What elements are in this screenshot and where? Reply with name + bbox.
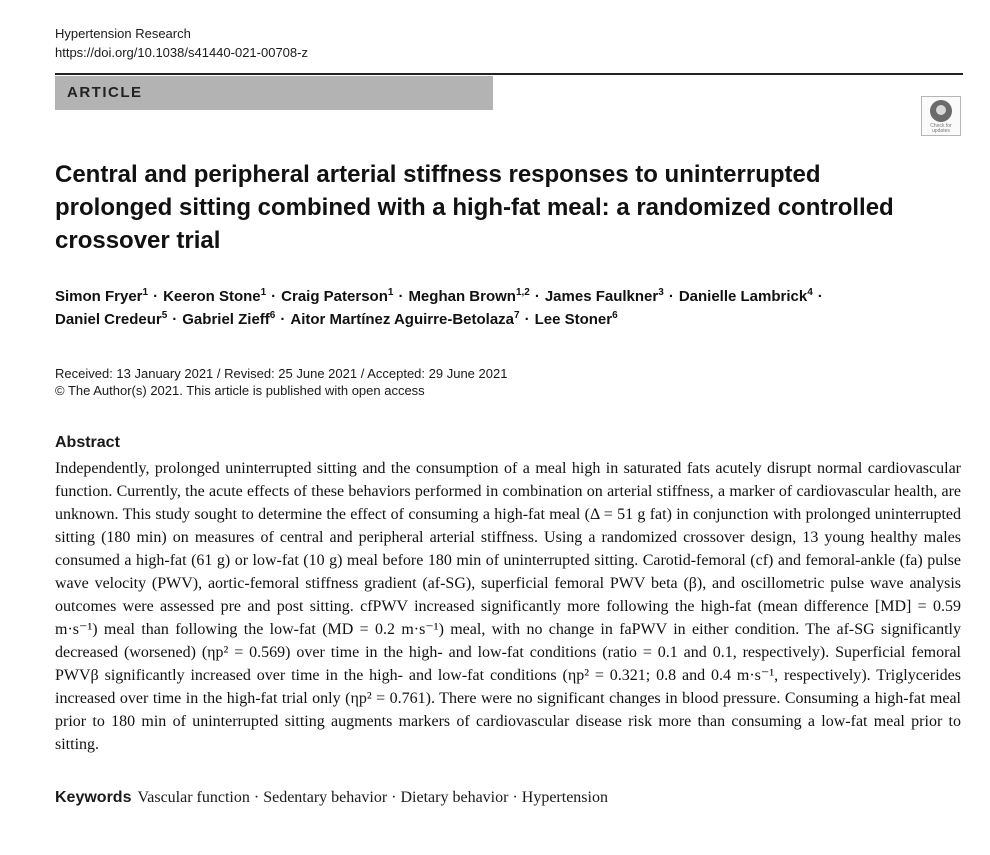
author-affiliation: 3 [658,287,664,298]
author-separator: · [172,311,178,328]
author-affiliation: 1 [260,287,267,298]
check-updates-icon [930,100,952,122]
header-rule [55,73,963,75]
abstract-heading: Abstract [55,434,120,451]
publication-dates: Received: 13 January 2021 / Revised: 25 June 2021 / Accepted: 29 June 2021 [55,366,508,381]
author-name[interactable]: Lee Stoner [534,311,613,328]
author-name[interactable]: James Faulkner [544,288,659,305]
author-separator: · [668,288,674,305]
author-separator: · [524,311,530,328]
author-list-line-2 [55,309,960,331]
keywords-list: Vascular function · Sedentary behavior · Dietary behavior · Hypertension [137,789,608,806]
author-separator: · [271,288,277,305]
author-name[interactable]: Meghan Brown [408,288,516,305]
author-affiliation: 1 [142,287,149,298]
doi-link[interactable]: https://doi.org/10.1038/s41440-021-00708-z [55,45,308,60]
keywords-line [55,789,608,807]
author-affiliation: 5 [161,310,168,321]
author-separator: · [153,288,159,305]
author-affiliation: 6 [269,310,276,321]
author-separator: · [398,288,404,305]
author-list-line-1 [55,286,960,308]
author-name[interactable]: Danielle Lambrick [678,288,808,305]
author-name[interactable]: Simon Fryer [55,288,143,305]
author-name[interactable]: Keeron Stone [163,288,261,305]
abstract-text: Independently, prolonged uninterrupted sitting and the consumption of a meal high in saturated fats acutely disrupt normal cardiovascular function. Currently, the acute effects of these behaviors performed in combination on arterial stiffness, a marker of cardiovascular health, are unknown. This study sought to determine the effect of consuming a high-fat meal (Δ = 51 g fat) in conjunction with prolonged uninterrupted sitting (180 min) on measures of central and peripheral arterial stiffness. Using a randomized crossover design, 13 young healthy males consumed a high-fat (61 g) or low-fat (10 g) meal before 180 min of uninterrupted sitting. Carotid-femoral (cf) and femoral-ankle (fa) pulse wave velocity (PWV), aortic-femoral stiffness gradient (af-SG), superficial femoral PWV beta (β), and oscillometric pulse wave analysis outcomes were assessed pre and post sitting. cfPWV increased significantly more following the high-fat (mean difference [MD] = 0.59 m·s⁻¹) meal than following the low-fat (MD = 0.2 m·s⁻¹) meal, with no change in faPWV in either condition. The af-SG significantly decreased (worsened) (ηp² = 0.569) over time in the high- and low-fat conditions (ratio = 0.1 and 0.1, respectively). Superficial femoral PWVβ significantly increased over time in the high- and low-fat conditions (ηp² = 0.321; 0.8 and 0.4 m·s⁻¹, respectively). Triglycerides increased over time in the high-fat trial only (ηp² = 0.761). There were no significant changes in blood pressure. Consuming a high-fat meal prior to 180 min of uninterrupted sitting augments markers of cardiovascular disease risk more than consuming a low-fat meal prior to sitting. [55,460,962,753]
copyright-notice: © The Author(s) 2021. This article is published with open access [55,383,425,398]
journal-name: Hypertension Research [55,26,191,41]
article-type-band: ARTICLE [55,76,493,110]
author-name[interactable]: Daniel Credeur [55,311,162,328]
author-affiliation: 6 [612,310,618,321]
keywords-label: Keywords [55,789,132,806]
author-affiliation: 1 [387,287,394,298]
author-separator: · [817,288,823,305]
author-separator: · [534,288,540,305]
author-affiliation: 7 [514,310,520,321]
author-separator: · [280,311,286,328]
article-title: Central and peripheral arterial stiffness responses to uninterrupted prolonged sitting combined with a high-fat meal: a randomized controlled crossover trial [55,161,894,254]
author-name[interactable]: Aitor Martínez Aguirre-Betolaza [290,311,514,328]
author-name[interactable]: Craig Paterson [281,288,388,305]
check-updates-label: Check for updates [930,123,952,134]
author-affiliation: 4 [807,287,813,298]
check-for-updates-button[interactable] [921,96,961,136]
author-name[interactable]: Gabriel Zieff [182,311,270,328]
author-affiliation: 1,2 [515,287,530,298]
